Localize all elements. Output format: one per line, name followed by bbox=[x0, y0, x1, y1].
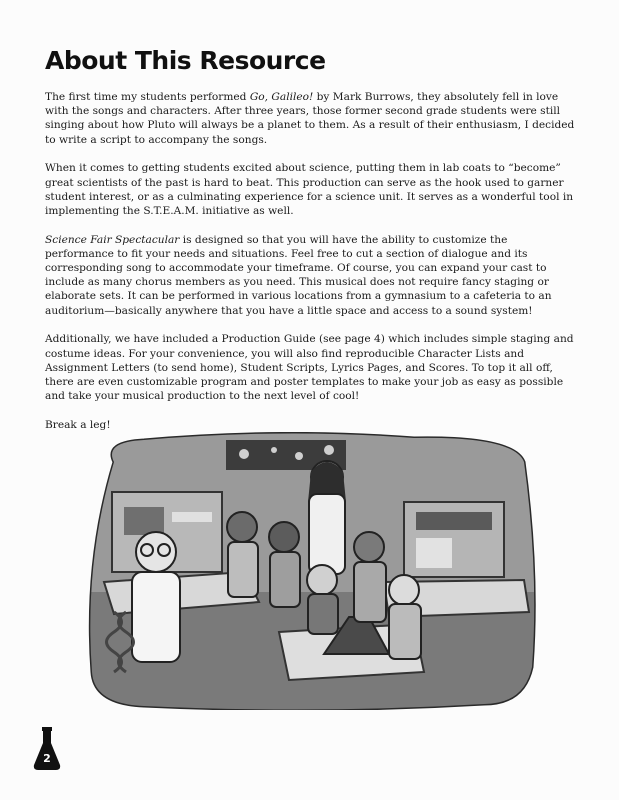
paragraph-science-excitement: When it comes to getting students excited about science, putting them in lab coats to “become” great scientists of the past is hard to beat. This production can serve as the hook used to garner student interest, or as a culminating experience for a science unit. It serves as a wonderful tool in implementing the S.T.E.A.M. initiative as well. bbox=[45, 162, 574, 217]
paragraph-intro-title-italic: Go, Galileo! bbox=[249, 91, 314, 103]
paragraph-additional: Additionally, we have included a Production Guide (see page 4) which includes simple staging and costume ideas. For your convenience, you will also find reproducible Character Lists and Assignment Letters (to send home), Student Scripts, Lyrics Pages, and Scores. To top it all off, there are even customizable program and poster templates to make your job as easy as possible and take your musical production to the next level of cool! bbox=[45, 333, 574, 403]
paragraph-intro-text-a: The first time my students performed bbox=[45, 91, 250, 103]
paragraph-customize-text: is designed so that you will have the ability to customize the performance to fit your needs and situations. Feel free to cut a section of dialogue and its corresponding song to accommodate your timeframe. Of course, you can expand your cast to include as many chorus members as you need. This musical does not require fancy staging or elaborate sets. It can be performed in various locations from a gymnasium to a cafeteria to an auditorium—basically anywhere that you have a little space and access to a sound system! bbox=[45, 233, 552, 317]
page-title: About This Resource bbox=[45, 46, 326, 75]
page-number: 2 bbox=[43, 752, 51, 765]
body-text bbox=[45, 90, 577, 447]
paragraph-intro-text-c: by Mark Burrows, they absolutely fell in love with the songs and characters. After three years, those former second grade students were still singing about how Pluto will always be a planet to them. As a result of their enthusiasm, I decided to write a script to accompany the songs. bbox=[45, 91, 575, 146]
paragraph-customize bbox=[45, 233, 577, 318]
paragraph-break-a-leg: Break a leg! bbox=[45, 418, 111, 431]
paragraph-intro bbox=[45, 90, 577, 147]
paragraph-customize-title-italic: Science Fair Spectacular bbox=[45, 233, 180, 246]
science-fair-illustration bbox=[84, 432, 539, 710]
